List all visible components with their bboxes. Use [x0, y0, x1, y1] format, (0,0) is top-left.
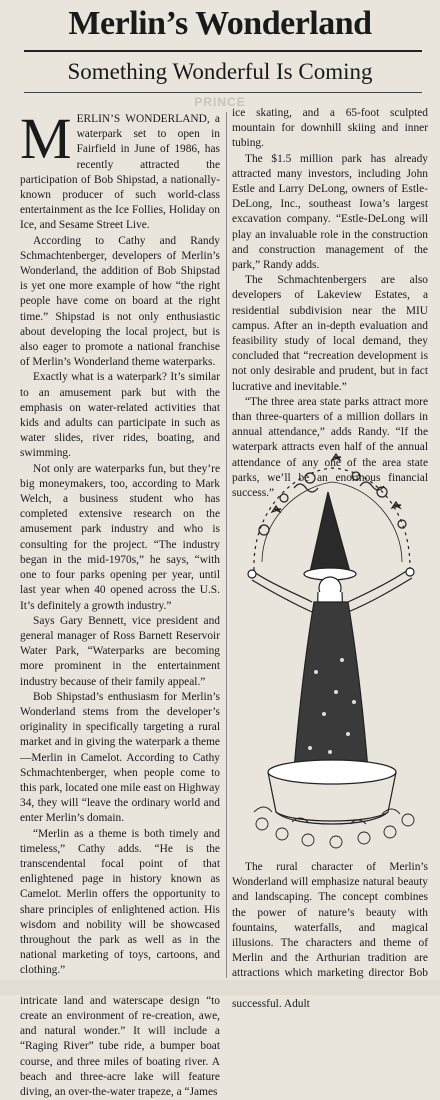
- lead-paragraph: MERLIN’S WONDERLAND, a waterpark set to open in Fairfield in June of 1986, has recently attracted the participation of Bob Shipstad, a nationally-known producer of such world-class entertainment as the Ice Follies, Holiday on Ice, and Sesame Street Live.: [20, 106, 220, 232]
- paragraph: intricate land and waterscape design “to create an environment of re-creation, awe, and natural wonder.” It will include a “Raging River” tube ride, a bumper boat course, and three miles of boating river. A beach and three-acre lake will feature diving, an over-the-water trapeze, a “James: [20, 994, 220, 1098]
- paragraph: The Schmachtenbergers are also developers of Lakeview Estates, a residential subdivision near the MIU campus. After an in-depth evaluation and feasibility study of local demand, they concluded that “recreation development is not only desirable and prudent, but in fact lucrative and inevitable.”: [232, 274, 428, 393]
- page-subtitle: Something Wonderful Is Coming: [67, 59, 373, 84]
- page-bottom-edge: [0, 980, 440, 995]
- paragraph: The rural character of Merlin’s Wonderland will emphasize natural beauty and landscaping. The concept combines the power of nature’s beauty with fountains, waterfalls, and magical illusions. The characters and theme of Merlin and the Arthurian tradition are attractions which marketing director Bob successful. Adult: [232, 861, 428, 1010]
- left-column: [20, 106, 220, 1098]
- right-column-bottom: [232, 860, 428, 1010]
- paragraph: “Merlin as a theme is both timely and timeless,” Cathy adds. “He is the transcendental focal point of that enlightened page in history known as Camelot. Merlin offers the opportunity to share principles of enlightened action. His wisdom and nobility will be showcased throughout the park as well as in the national marketing of toys, cartoons, and clothing.”: [20, 827, 220, 977]
- title-divider: [24, 50, 422, 52]
- paragraph: ice skating, and a 65-foot sculpted mountain for downhill skiing and inner tubing.: [232, 107, 428, 150]
- paragraph: “The three area state parks attract more than three-quarters of a million dollars in annual attendance,” adds Randy. “If the waterpark attracts even half of the annual attendance of any one of the area state parks, we’ll be an enormous financial success.”: [232, 395, 428, 500]
- column-divider: [226, 112, 227, 978]
- merlin-illustration: [232, 452, 432, 848]
- paragraph: Says Gary Bennett, vice president and general manager of Ross Barnett Reservoir Water Park, “Waterparks are becoming more prominent in the entertainment industry because of their family appeal.”: [20, 614, 220, 688]
- bleed-through-text: PRINCE: [194, 95, 246, 109]
- paragraph: The $1.5 million park has already attracted many investors, including John Estle and Larry DeLong, owners of Estle-DeLong, Inc., southeast Iowa’s largest excavation company. “Estle-DeLong will play an invaluable role in the construction and construction management of the park,” Randy adds.: [232, 152, 428, 272]
- right-column-top: [232, 106, 428, 500]
- subtitle-divider: [24, 92, 422, 93]
- page-title: Merlin’s Wonderland: [68, 5, 372, 42]
- wizard-drawing-icon: [232, 452, 432, 848]
- drop-cap: M: [20, 106, 72, 171]
- paragraph: Not only are waterparks fun, but they’re big moneymakers, too, according to Mark Welch, a business student who has completed extensive research on the amusement park industry and who is consulting for the project. “The industry began in the mid-1970s,” he says, “with one to four parks opening per year, until last year when 40 opened across the U.S. It’s definitely a growth industry.”: [20, 462, 220, 612]
- paragraph: Exactly what is a waterpark? It’s similar to an amusement park but with the emphasis on water-related activities that kids and adults can participate in such as water slides, river rides, boating, and swimming.: [20, 371, 220, 460]
- paragraph: Bob Shipstad’s enthusiasm for Merlin’s Wonderland stems from the developer’s originality in specifically targeting a rural market and in giving the waterpark a theme—Merlin in Camelot. According to Cathy Schmachtenberger, when people come to this park, located one mile east on Highway 34, they will “leave the ordinary world and enter Merlin’s domain.: [20, 690, 220, 825]
- paragraph: According to Cathy and Randy Schmachtenberger, developers of Merlin’s Wonderland, the addition of Bob Shipstad is yet one more example of how “the right people have come on board at the right time.” Shipstad is not only enthusiastic about developing the local project, but is also eager to promote a national franchise of Merlin’s Wonderland theme waterparks.: [20, 234, 220, 369]
